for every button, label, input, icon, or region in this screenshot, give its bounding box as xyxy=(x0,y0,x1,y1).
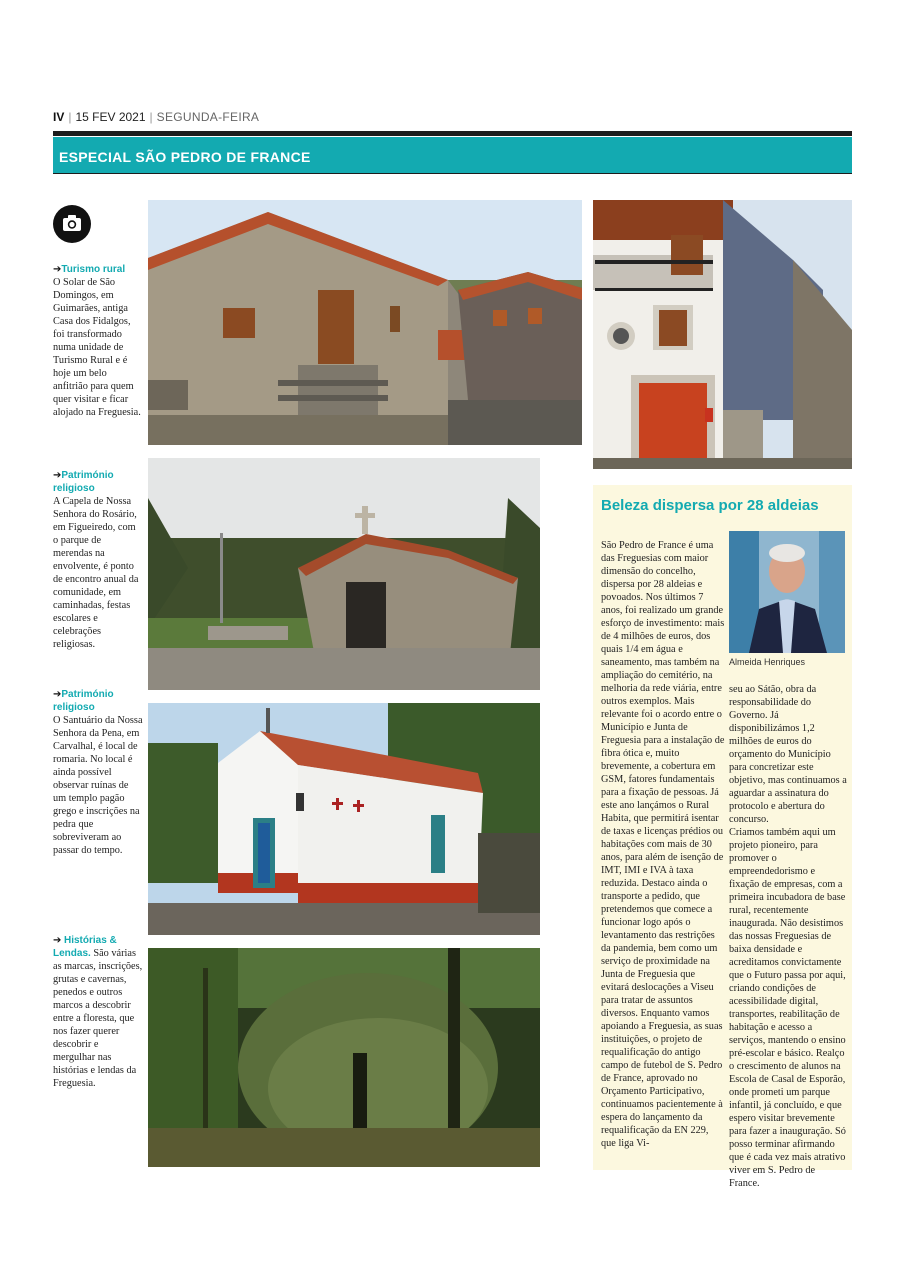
article-paragraph: São Pedro de France é uma das Freguesias com maior dimensão do concelho, dispersa por 28 aldeias e povoados. Nos últimos 7 anos, foi realizado um grande esforço de investimento: mais de 4 milhões de euros, dos quais 1/4 em água e saneamento, mas também na ampliação do cemitério, na melhoria da rede viária, entre outros exemplos. Mais relevante foi o acordo entre o Município e Junta de Freguesia para a instalação de fibra ótica e, muito brevemente, a cobertura em GSM, fatores fundamentais para a fixação de pessoas. Já este ano lançámos o Rural Habita, que permitirá isentar de taxas e licenças prédios ou habitações com mais de 30 anos, para além de isenção de IMT, IMI e IVA à taxa reduzida. Destaco ainda o transporte a pedido, que pretendemos que comece a funcionar logo após o levantamento das restrições da pandemia, bem como um serviço de proximidade na Junta de Freguesia que evitará deslocações a Viseu para tratar de assuntos diversos. Enquanto vamos apoiando a Freguesia, as suas instituições, o projeto de requalificação do antigo campo de futebol de S. Pedro de France, aprovado no Orçamento Participativo, continuamos pacientemente à espera do lançamento da requalificação da EN 229, que liga Vi- xyxy=(601,540,725,1149)
section-title: ESPECIAL SÃO PEDRO DE FRANCE xyxy=(59,149,311,165)
arrow-right-icon: ➔ xyxy=(53,264,62,275)
article-box xyxy=(593,485,852,1189)
caption-body: O Solar de São Domingos, em Guimarães, antiga Casa dos Fidalgos, foi transformado numa unidade de Turismo Rural e é hoje um belo anfitrião para quem quer visitar e ficar alojado na Freguesia. xyxy=(53,277,141,418)
caption-heading: Património religioso xyxy=(53,470,114,494)
arrow-right-icon: ➔ xyxy=(53,470,62,481)
portrait-caption: Almeida Henriques xyxy=(729,657,806,667)
page-number: IV xyxy=(53,110,65,124)
arrow-right-icon: ➔ xyxy=(53,935,62,946)
photo-historias-lendas xyxy=(148,948,540,1167)
caption-capela-rosario xyxy=(53,469,143,651)
page-header: IV | 15 FEV 2021 | SEGUNDA-FEIRA xyxy=(53,110,260,124)
caption-body: A Capela de Nossa Senhora do Rosário, em Figueiredo, com o parque de merendas na envolvente, é ponto de encontro anual da comunidade, em caminhadas, festas escolares e celebrações religiosas. xyxy=(53,496,139,650)
article-column-2 xyxy=(729,683,847,1190)
article-title: Beleza dispersa por 28 aldeias xyxy=(601,497,819,514)
issue-date: 15 FEV 2021 xyxy=(75,110,146,124)
caption-santuario-pena xyxy=(53,688,143,857)
article-paragraph: Criamos também aqui um projeto pioneiro, para promover o empreendedorismo e fixação de empresas, com a primeira incubadora de base rural, recentemente inaugurada. Não desistimos das nossas Freguesias de baixa densidade e acreditamos convictamente que o Futuro passa por aqui, criando condições de acessibilidade digital, transportes, reabilitação de habitação e acesso a serviços, mantendo o ensino pré-escolar e básico. Realço o crescimento de alunos na Escola de Casal de Esporão, onde prometi um parque infantil, já concluído, e que espero visitar brevemente para fazer a inauguração. Só posso terminar afirmando que é cada vez mais atrativo viver em S. Pedro de France. xyxy=(729,827,846,1189)
caption-body: São várias as marcas, inscrições, grutas e cavernas, penedos e outros marcos a descobrir entre a floresta, que nos fazer querer descobrir e mergulhar nas histórias e lendas da Freguesia. xyxy=(53,948,143,1089)
camera-icon xyxy=(53,205,91,243)
article-paragraph: seu ao Sátão, obra da responsabilidade do Governo. Já disponibilizámos 1,2 milhões de euros do orçamento do Município para concretizar este objetivo, mas continuamos a aguardar a assinatura do protocolo e abertura do concurso. xyxy=(729,684,847,825)
banner-rule xyxy=(53,173,852,174)
top-rule xyxy=(53,131,852,136)
caption-heading: Histórias & Lendas. xyxy=(53,935,117,959)
caption-turismo-rural xyxy=(53,263,143,419)
photo-santuario-pena xyxy=(148,703,540,935)
photo-casa-azulejos xyxy=(593,200,852,469)
weekday: SEGUNDA-FEIRA xyxy=(156,110,260,124)
arrow-right-icon: ➔ xyxy=(53,689,62,700)
article-column-1 xyxy=(601,539,725,1150)
caption-body: O Santuário da Nossa Senhora da Pena, em Carvalhal, é local de romaria. No local é ainda possível observar ruínas de um templo pagão grego e inscrições na pedra que sobreviveram ao passar do tempo. xyxy=(53,715,143,856)
section-banner xyxy=(53,137,852,173)
photo-solar-sao-domingos xyxy=(148,200,582,445)
photo-capela-rosario xyxy=(148,458,540,690)
caption-heading: Património religioso xyxy=(53,689,114,713)
caption-historias-lendas xyxy=(53,934,143,1090)
portrait-photo xyxy=(729,531,845,653)
caption-heading: Turismo rural xyxy=(61,264,126,275)
